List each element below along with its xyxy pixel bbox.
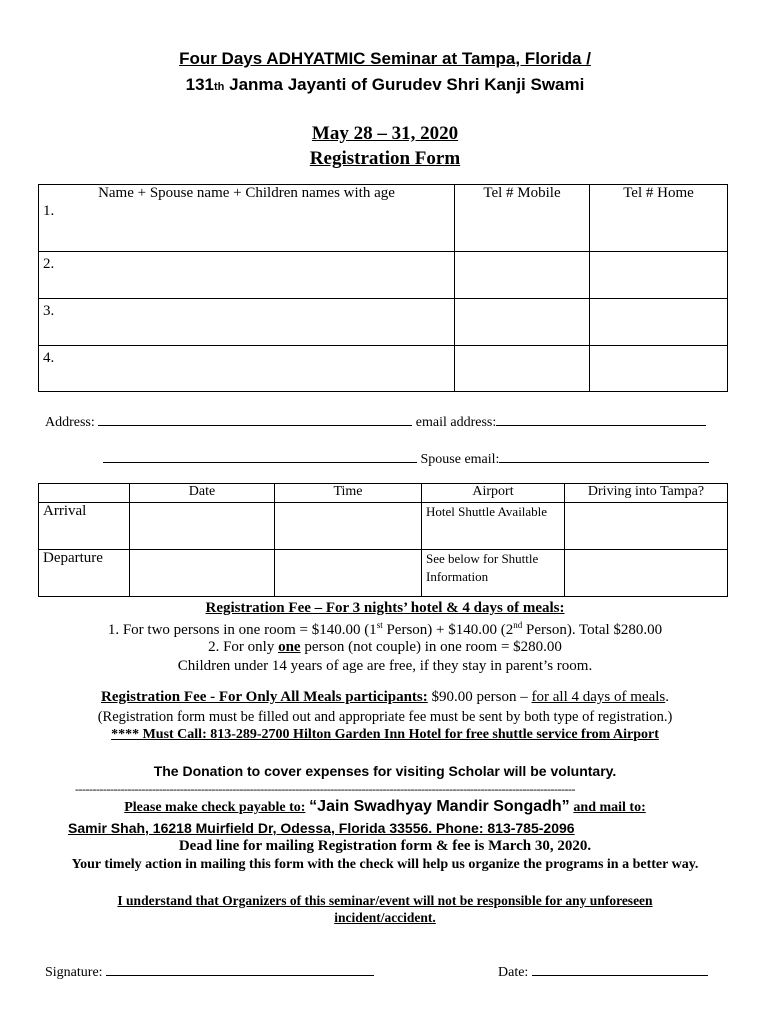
form-title: Registration Form (309, 148, 461, 169)
fee-line-2: 2. For only one person (not couple) in one room = $280.00 (208, 639, 562, 655)
email-field[interactable] (496, 412, 706, 426)
payable-line: Please make check payable to: “Jain Swadhyay Mandir Songadh” and mail to: (124, 798, 646, 815)
fee-line-3: Children under 14 years of age are free, if they stay in parent’s room. (177, 658, 593, 674)
travel-table (38, 483, 728, 597)
date-field[interactable] (532, 962, 708, 976)
home-cell-1[interactable] (590, 203, 728, 251)
signature-row (45, 962, 374, 981)
address-label: Address: (45, 415, 95, 430)
names-table (38, 184, 728, 392)
disclaimer-line-1: I understand that Organizers of this seminar/event will not be responsible for any unforeseen (117, 893, 653, 908)
meals-fee-line: Registration Fee - For Only All Meals participants: $90.00 person – for all 4 days of meals. (101, 689, 669, 705)
timely-note: Your timely action in mailing this form with the check will help us organize the programs in a better way. (71, 857, 699, 872)
mailing-address: Samir Shah, 16218 Muirfield Dr, Odessa, Florida 33556. Phone: 813-785-2096 (68, 820, 575, 836)
col-time: Time (275, 484, 422, 503)
col-driving: Driving into Tampa? (565, 484, 728, 503)
home-cell-2[interactable] (590, 251, 728, 298)
name-cell-1[interactable]: 1. (39, 203, 455, 251)
name-cell-4[interactable]: 4. (39, 345, 455, 391)
departure-time-cell[interactable] (275, 550, 422, 597)
mobile-cell-3[interactable] (455, 298, 590, 345)
jayanti-title: 131th Janma Jayanti of Gurudev Shri Kanji Swami (185, 75, 585, 94)
spouse-email-row (103, 449, 709, 468)
departure-date-cell[interactable] (130, 550, 275, 597)
col-blank (39, 484, 130, 503)
address-row (45, 412, 706, 431)
signature-field[interactable] (106, 962, 374, 976)
event-dates: May 28 – 31, 2020 (311, 123, 459, 144)
address-field[interactable] (98, 412, 412, 426)
shuttle-note: **** Must Call: 813-289-2700 Hilton Garden Inn Hotel for free shuttle service from Airport (111, 727, 659, 742)
col-tel-mobile: Tel # Mobile (455, 185, 590, 204)
spouse-email-field[interactable] (499, 449, 709, 463)
fee-note: (Registration form must be filled out and appropriate fee must be sent by both type of registration.) (97, 709, 673, 725)
name-cell-3[interactable]: 3. (39, 298, 455, 345)
mobile-cell-1[interactable] (455, 203, 590, 251)
name-cell-2[interactable]: 2. (39, 251, 455, 298)
signature-label: Signature: (45, 965, 103, 980)
arrival-label: Arrival (39, 503, 130, 550)
divider: ----------------------------------------------------------------------------------------------------------------------------------------------- (75, 782, 575, 796)
disclaimer-line-2: incident/accident. (334, 910, 436, 925)
mobile-cell-2[interactable] (455, 251, 590, 298)
departure-label: Departure (39, 550, 130, 597)
home-cell-3[interactable] (590, 298, 728, 345)
col-names: Name + Spouse name + Children names with age (39, 185, 455, 204)
departure-airport-note: See below for Shuttle Information (422, 550, 565, 597)
mobile-cell-4[interactable] (455, 345, 590, 391)
arrival-date-cell[interactable] (130, 503, 275, 550)
spouse-email-label: Spouse email: (420, 452, 500, 467)
home-cell-4[interactable] (590, 345, 728, 391)
email-label: email address: (415, 415, 497, 430)
fee-line-1: 1. For two persons in one room = $140.00 (1st Person) + $140.00 (2nd Person). Total $280.00 (107, 620, 663, 638)
departure-driving-cell[interactable] (565, 550, 728, 597)
date-row (498, 962, 708, 981)
arrival-airport-note: Hotel Shuttle Available (422, 503, 565, 550)
col-date: Date (130, 484, 275, 503)
arrival-driving-cell[interactable] (565, 503, 728, 550)
fee-heading: Registration Fee – For 3 nights’ hotel & 4 days of meals: (205, 600, 565, 616)
deadline-note: Dead line for mailing Registration form & fee is March 30, 2020. (178, 838, 592, 854)
date-label: Date: (498, 965, 529, 980)
seminar-title: Four Days ADHYATMIC Seminar at Tampa, Florida / (179, 49, 591, 68)
col-airport: Airport (422, 484, 565, 503)
arrival-time-cell[interactable] (275, 503, 422, 550)
address-field-2[interactable] (103, 449, 417, 463)
col-tel-home: Tel # Home (590, 185, 728, 204)
donation-note: The Donation to cover expenses for visiting Scholar will be voluntary. (153, 763, 617, 779)
